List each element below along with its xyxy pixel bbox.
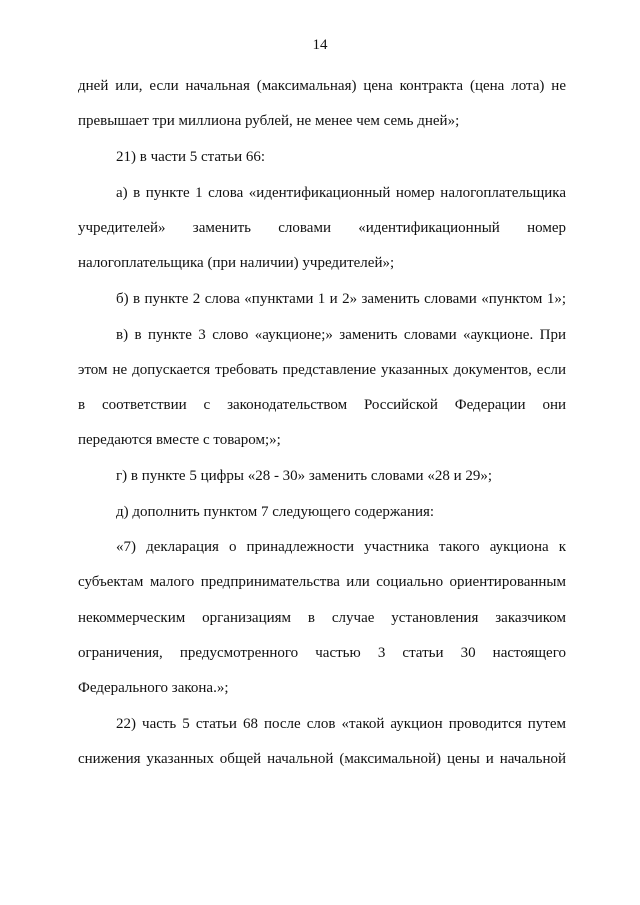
text-line: субъектам малого предпринимательства или социально ориентированным	[78, 574, 566, 590]
text-line: дней или, если начальная (максимальная) цена контракта (цена лота) не	[78, 78, 566, 94]
text-line: г) в пункте 5 цифры «28 - 30» заменить словами «28 и 29»;	[116, 468, 493, 484]
text-line: в) в пункте 3 слово «аукционе;» заменить словами «аукционе. При	[116, 327, 566, 343]
text-line: 21) в части 5 статьи 66:	[116, 149, 266, 165]
text-line: б) в пункте 2 слова «пунктами 1 и 2» заменить словами «пунктом 1»;	[116, 291, 566, 307]
text-line: превышает три миллиона рублей, не менее чем семь дней»;	[78, 113, 460, 129]
text-line: д) дополнить пунктом 7 следующего содержания:	[116, 504, 435, 520]
text-line: а) в пункте 1 слова «идентификационный номер налогоплательщика	[116, 185, 566, 201]
text-line: этом не допускается требовать представление указанных документов, если	[78, 362, 566, 378]
text-line: в соответствии с законодательством Российской Федерации они	[78, 397, 566, 413]
text-line: налогоплательщика (при наличии) учредителей»;	[78, 255, 395, 271]
text-line: некоммерческим организациям в случае установления заказчиком	[78, 610, 566, 626]
text-line: 22) часть 5 статьи 68 после слов «такой аукцион проводится путем	[116, 716, 566, 732]
text-line: ограничения, предусмотренного частью 3 статьи 30 настоящего	[78, 645, 566, 661]
text-line: снижения указанных общей начальной (максимальной) цены и начальной	[78, 751, 566, 767]
text-line: передаются вместе с товаром;»;	[78, 432, 281, 448]
text-line: Федерального закона.»;	[78, 680, 229, 696]
page-number: 14	[312, 37, 328, 53]
text-line: учредителей» заменить словами «идентификационный номер	[78, 220, 566, 236]
text-line: «7) декларация о принадлежности участника такого аукциона к	[116, 539, 566, 555]
